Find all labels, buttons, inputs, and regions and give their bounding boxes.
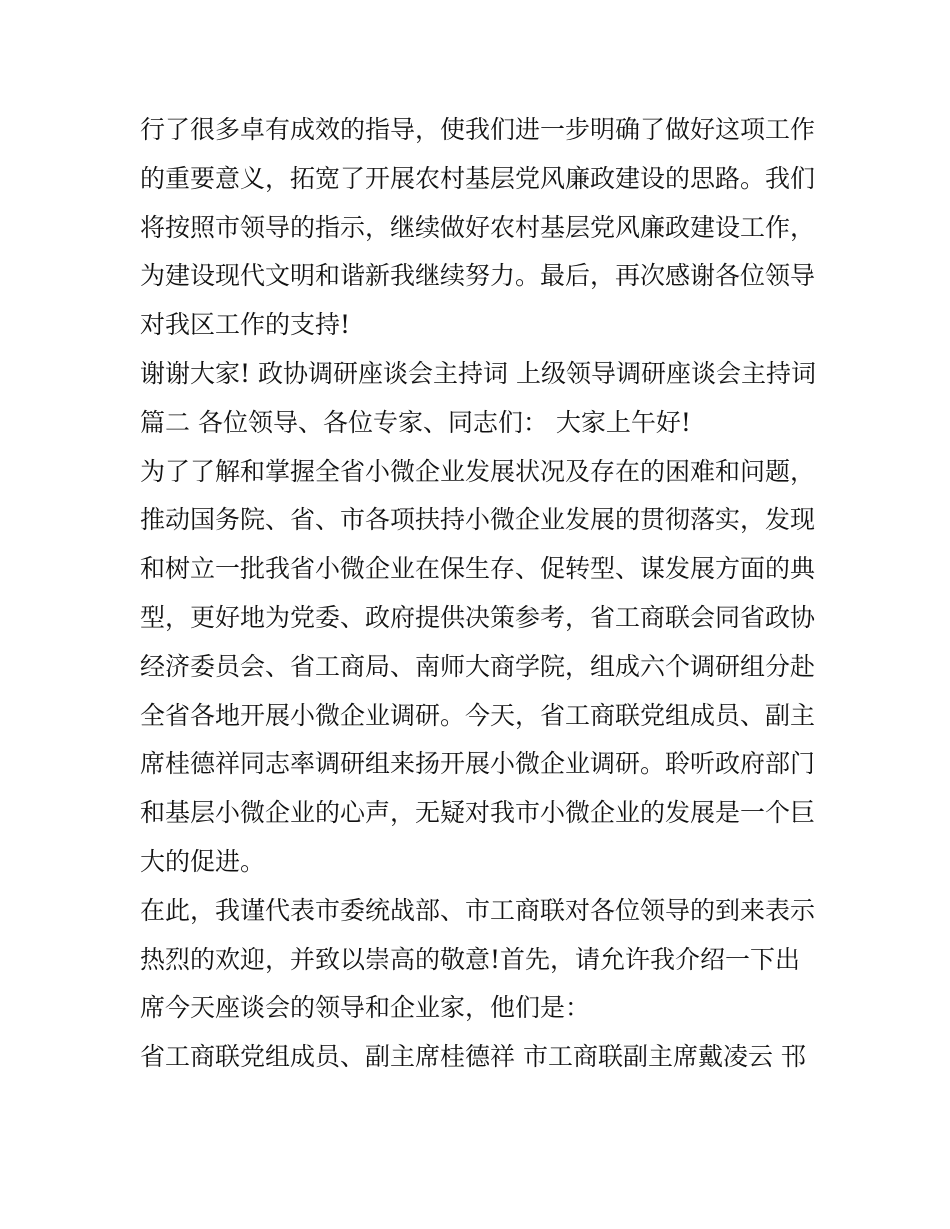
text-line: 篇二 各位领导、各位专家、同志们： 大家上午好! bbox=[140, 407, 691, 437]
text-line: 和基层小微企业的心声，无疑对我市小微企业的发展是一个巨 bbox=[140, 798, 816, 828]
text-line: 席今天座谈会的领导和企业家，他们是： bbox=[140, 993, 591, 1023]
text-line: 大的促进。 bbox=[140, 846, 266, 876]
text-line: 全省各地开展小微企业调研。今天，省工商联党组成员、副主 bbox=[140, 700, 816, 730]
text-line: 为建设现代文明和谐新我继续努力。最后，再次感谢各位领导 bbox=[140, 261, 816, 291]
text-line: 的重要意义，拓宽了开展农村基层党风廉政建设的思路。我们 bbox=[140, 163, 816, 193]
text-line: 为了了解和掌握全省小微企业发展状况及存在的困难和问题， bbox=[140, 456, 816, 486]
text-line: 经济委员会、省工商局、南师大商学院，组成六个调研组分赴 bbox=[140, 651, 816, 681]
body-text bbox=[140, 106, 815, 1082]
text-line: 席桂德祥同志率调研组来扬开展小微企业调研。聆听政府部门 bbox=[140, 749, 816, 779]
text-line: 在此，我谨代表市委统战部、市工商联对各位领导的到来表示 bbox=[140, 895, 816, 925]
text-line: 型，更好地为党委、政府提供决策参考，省工商联会同省政协 bbox=[140, 602, 816, 632]
text-line: 将按照市领导的指示，继续做好农村基层党风廉政建设工作， bbox=[140, 212, 816, 242]
text-line: 行了很多卓有成效的指导，使我们进一步明确了做好这项工作 bbox=[140, 115, 816, 144]
text-line: 对我区工作的支持! bbox=[140, 310, 351, 340]
text-line: 谢谢大家! 政协调研座谈会主持词 上级领导调研座谈会主持词 bbox=[140, 358, 816, 388]
text-line: 和树立一批我省小微企业在保生存、促转型、谋发展方面的典 bbox=[140, 554, 816, 584]
text-line: 省工商联党组成员、副主席桂德祥 市工商联副主席戴凌云 邗 bbox=[140, 1042, 806, 1072]
text-line: 推动国务院、省、市各项扶持小微企业发展的贯彻落实，发现 bbox=[140, 505, 816, 535]
text-line: 热烈的欢迎，并致以崇高的敬意!首先，请允许我介绍一下出 bbox=[140, 944, 801, 974]
